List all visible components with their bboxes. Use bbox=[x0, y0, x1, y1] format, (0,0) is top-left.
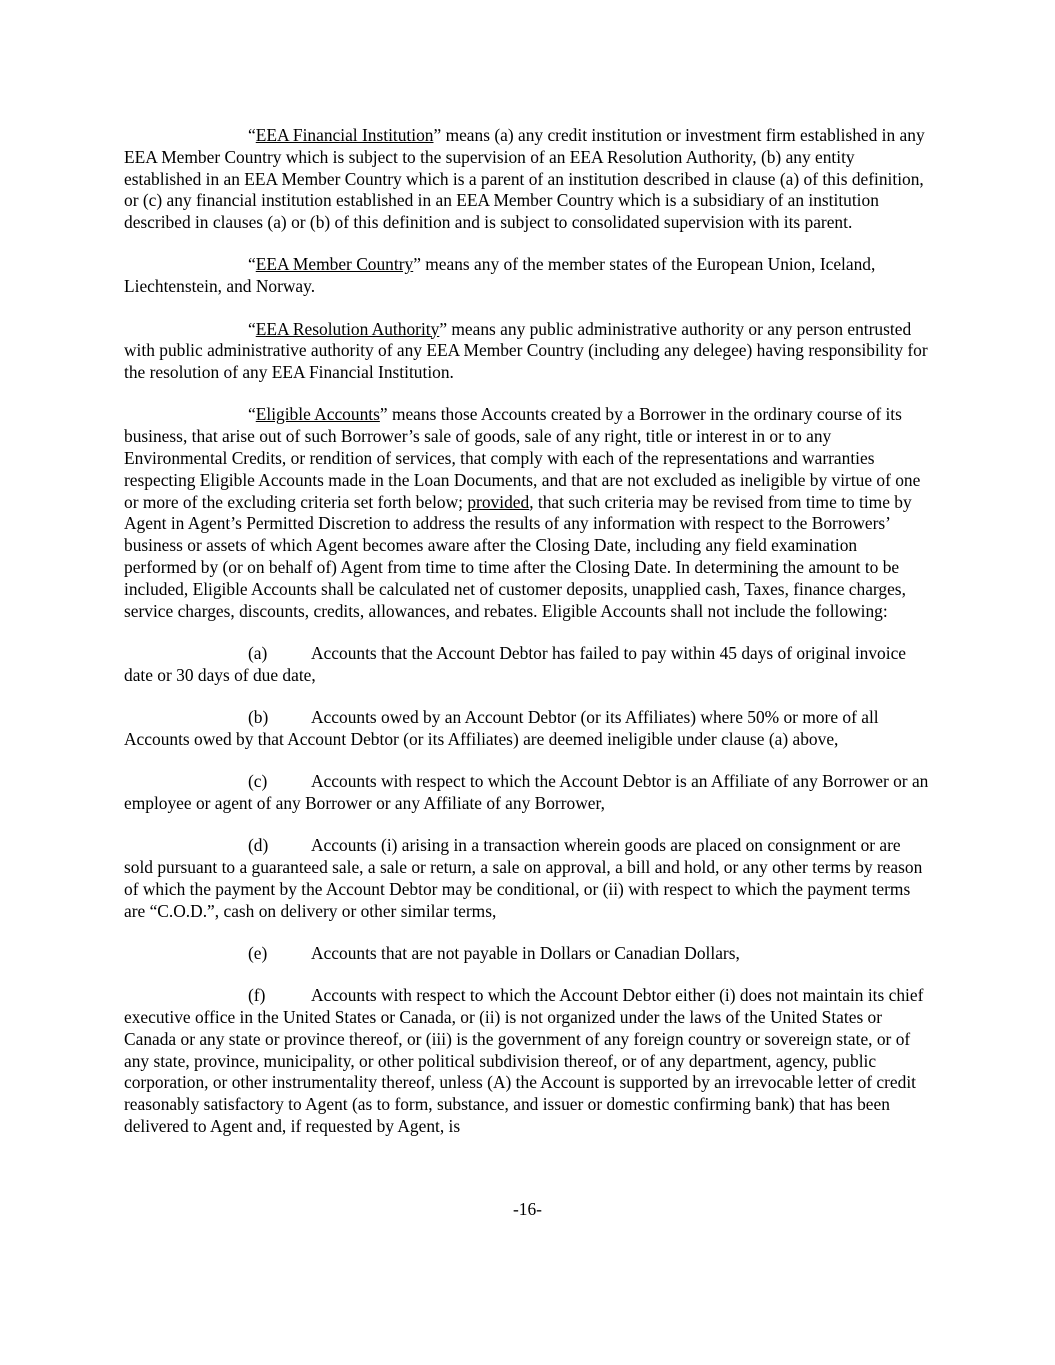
definition-eea-member-country bbox=[124, 254, 932, 298]
open-quote: “ bbox=[248, 125, 256, 145]
open-quote: “ bbox=[248, 404, 256, 425]
defined-term: Eligible Accounts bbox=[255, 404, 380, 425]
defined-term: EEA Financial Institution bbox=[255, 125, 434, 145]
clause-label: (e) bbox=[248, 942, 268, 963]
clause-text: Accounts (i) arising in a transaction wherein goods are placed on consignment or are sold pursuant to a guaranteed sale, a sale or return, a sale on approval, a bill and hold, or any other terms by reason of which the payment by the Account Debtor may be conditional, or (ii) with respect to which the payment terms are “C.O.D.”, cash on delivery or other similar terms, bbox=[124, 835, 923, 921]
clause-label: (b) bbox=[248, 707, 269, 728]
definition-text: ” means those Accounts created by a Borrower in the ordinary course of its business, that arise out of such Borrower’s sale of goods, sale of any right, title or interest in or to any Environmental Credits, or rendition of services, that comply with each of the representations and warranties respecting Eligible Accounts made in the Loan Documents, and that are not excluded as ineligible by virtue of one or more of the excluding criteria set forth below; bbox=[124, 404, 921, 512]
clause-text: Accounts that are not payable in Dollars or Canadian Dollars, bbox=[311, 942, 740, 963]
defined-term: EEA Resolution Authority bbox=[255, 318, 440, 339]
clause-d bbox=[124, 835, 932, 922]
clause-text: Accounts owed by an Account Debtor (or its Affiliates) where 50% or more of all Accounts owed by that Account Debtor (or its Affiliates) are deemed ineligible under clause (a) above, bbox=[124, 707, 879, 749]
clause-b bbox=[124, 707, 932, 751]
document-body bbox=[124, 125, 932, 1158]
definition-eea-resolution-authority bbox=[124, 319, 932, 384]
clause-label: (d) bbox=[248, 835, 269, 856]
defined-term: EEA Member Country bbox=[255, 254, 414, 275]
clause-text: Accounts that the Account Debtor has failed to pay within 45 days of original invoice date or 30 days of due date, bbox=[124, 642, 907, 685]
definition-text: ” means (a) any credit institution or investment firm established in any EEA Member Country which is subject to the supervision of an EEA Resolution Authority, (b) any entity established in an EEA Member Country which is a parent of an institution described in clause (a) of this definition, or (c) any financial institution established in an EEA Member Country which is a subsidiary of an institution described in clauses (a) or (b) of this definition and is subject to consolidated supervision with its parent. bbox=[124, 125, 925, 233]
clause-e bbox=[124, 943, 932, 965]
clause-c bbox=[124, 771, 932, 815]
clause-label: (c) bbox=[248, 771, 268, 792]
definition-text: ” means any of the member states of the European Union, Iceland, Liechtenstein, and Norway. bbox=[124, 254, 876, 297]
clause-label: (f) bbox=[248, 985, 266, 1006]
clause-a bbox=[124, 643, 932, 687]
provided-term: provided bbox=[467, 491, 530, 512]
open-quote: “ bbox=[248, 318, 256, 339]
clause-label: (a) bbox=[248, 642, 268, 663]
open-quote: “ bbox=[248, 254, 256, 275]
definition-eea-financial-institution bbox=[124, 125, 932, 234]
page-number: -16- bbox=[513, 1199, 542, 1219]
clause-f bbox=[124, 985, 932, 1138]
clause-text: Accounts with respect to which the Account Debtor either (i) does not maintain its chief executive office in the United States or Canada, or (ii) is not organized under the laws of the United States or Canada or any state or province thereof, or (iii) is the government of any foreign country or sovereign state, or of any state, province, municipality, or other political subdivision thereof, or of any department, agency, public corporation, or other instrumentality thereof, unless (A) the Account is supported by an irrevocable letter of credit reasonably satisfactory to Agent (as to form, substance, and issuer or domestic confirming bank) that has been delivered to Agent and, if requested by Agent, is bbox=[124, 985, 924, 1136]
definition-eligible-accounts bbox=[124, 404, 932, 622]
definition-text-continued: , that such criteria may be revised from time to time by Agent in Agent’s Permitted Discretion to address the results of any information with respect to the Borrowers’ business or assets of which Agent becomes aware after the Closing Date, including any field examination performed by (or on behalf of) Agent from time to time after the Closing Date. In determining the amount to be included, Eligible Accounts shall be calculated net of customer deposits, unapplied cash, Taxes, finance charges, service charges, discounts, credits, allowances, and rebates. Eligible Accounts shall not include the following: bbox=[124, 491, 912, 621]
clause-text: Accounts with respect to which the Account Debtor is an Affiliate of any Borrower or an employee or agent of any Borrower or any Affiliate of any Borrower, bbox=[124, 771, 929, 813]
definition-text: ” means any public administrative authority or any person entrusted with public administrative authority of any EEA Member Country (including any delegee) having responsibility for the resolution of any EEA Financial Institution. bbox=[124, 318, 928, 383]
